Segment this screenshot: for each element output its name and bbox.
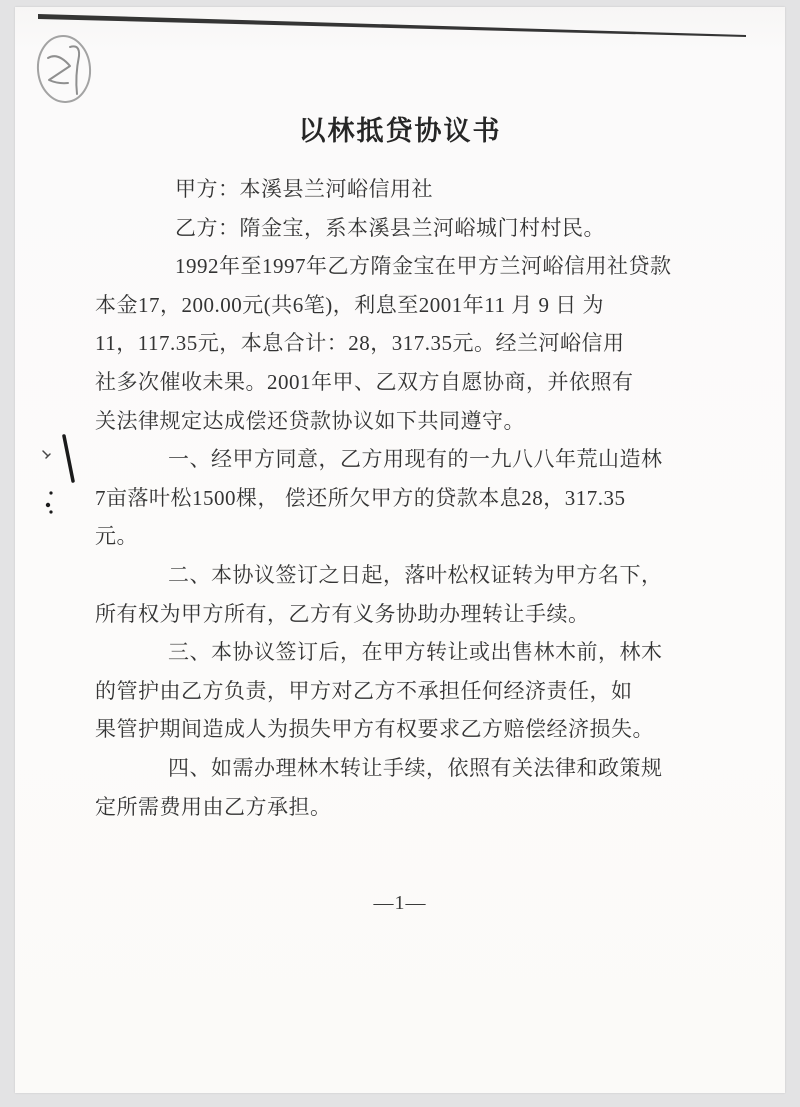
line-clause2-2: 所有权为甲方所有，乙方有义务协助办理转让手续。 — [95, 601, 590, 626]
line-clause3-3: 果管护期间造成人为损失甲方有权要求乙方赔偿经济损失。 — [95, 717, 654, 742]
document-title: 以林抵贷协议书 — [298, 116, 502, 146]
line-clause4-1: 四、如需办理林木转让手续，依照有关法律和政策规 — [168, 755, 663, 780]
paper-page — [15, 7, 785, 1093]
page-number: —1— — [373, 892, 427, 914]
document-body — [95, 170, 743, 826]
line-clause1-3: 元。 — [95, 524, 138, 549]
line-party-b: 乙方：隋金宝，系本溪县兰河峪城门村村民。 — [175, 215, 605, 240]
line-clause4-2: 定所需费用由乙方承担。 — [95, 794, 332, 819]
line-intro-5: 关法律规定达成偿还贷款协议如下共同遵守。 — [95, 408, 525, 433]
line-clause1-2: 7亩落叶松1500棵， 偿还所欠甲方的贷款本息28，317.35 — [95, 485, 626, 510]
line-clause3-2: 的管护由乙方负责，甲方对乙方不承担任何经济责任，如 — [95, 678, 633, 703]
line-clause1-1: 一、经甲方同意，乙方用现有的一九八八年荒山造林 — [168, 447, 663, 472]
line-intro-3: 11，117.35元，本息合计：28，317.35元。经兰河峪信用 — [95, 331, 625, 356]
line-intro-4: 社多次催收未果。2001年甲、乙双方自愿协商，并依照有 — [95, 369, 634, 394]
line-intro-1: 1992年至1997年乙方隋金宝在甲方兰河峪信用社贷款 — [175, 254, 672, 279]
line-clause3-1: 三、本协议签订后，在甲方转让或出售林木前，林木 — [168, 640, 663, 665]
line-clause2-1: 二、本协议签订之日起，落叶松权证转为甲方名下， — [168, 562, 663, 587]
line-intro-2: 本金17，200.00元(共6笔)，利息至2001年11 月 9 日 为 — [95, 292, 604, 317]
line-party-a: 甲方：本溪县兰河峪信用社 — [175, 177, 433, 201]
